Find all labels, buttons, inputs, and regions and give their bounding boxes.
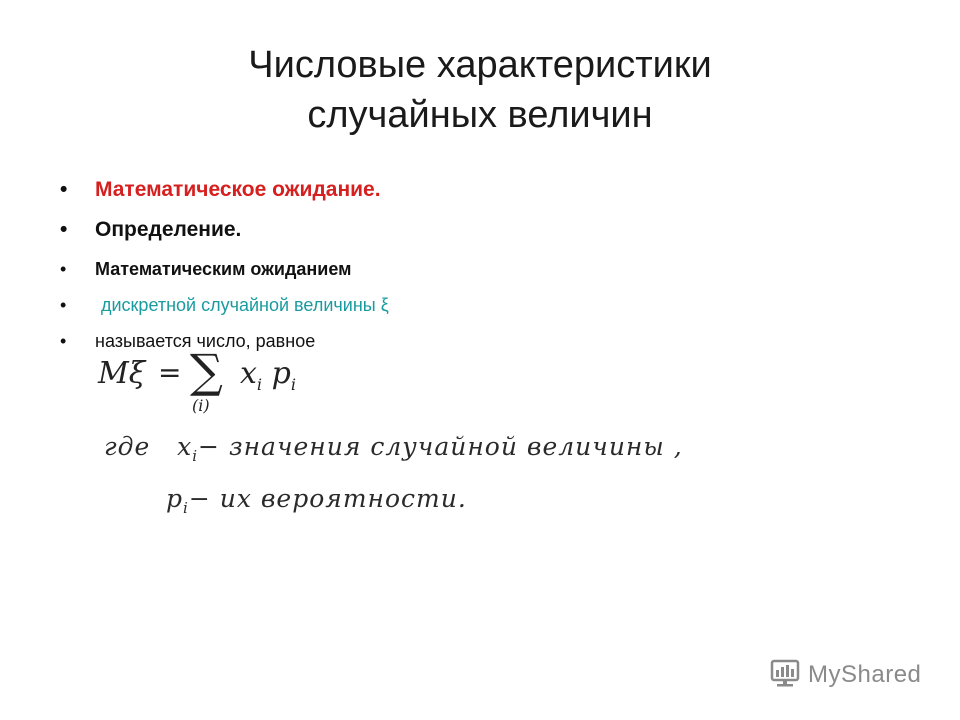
bullet-dot: •: [60, 178, 68, 201]
p-var: p: [271, 356, 291, 391]
title-line-1: Числовые характеристики: [248, 44, 712, 86]
note-text: − их вероятности.: [188, 484, 467, 513]
bullet-dot: •: [60, 218, 68, 241]
bullet-item: [60, 288, 880, 322]
bullet-item: [60, 172, 880, 208]
sum-symbol: ∑: [190, 344, 223, 398]
myshared-watermark: [768, 656, 928, 694]
note-var: x: [177, 432, 193, 461]
expectation-formula: [98, 344, 318, 422]
bullet-list: [60, 172, 880, 358]
formula-term: [240, 356, 296, 394]
bullet-item: [60, 212, 880, 248]
x-var: x: [240, 356, 257, 391]
note-sub: i: [183, 499, 189, 517]
slide-title: [0, 40, 960, 140]
bullet-dot: •: [60, 331, 67, 351]
brand-name: MyShared: [808, 661, 922, 688]
bullet-dot: •: [60, 295, 67, 315]
bullet-dot: •: [60, 259, 67, 279]
sum-index: (i): [192, 396, 210, 415]
formula-equals: =: [158, 356, 182, 389]
bullet-text: Математическим ожиданием: [95, 259, 352, 279]
formula-lhs: Mξ: [98, 356, 146, 391]
note-text: − значения случайной величины ,: [198, 432, 683, 461]
title-line-2: случайных величин: [307, 94, 653, 136]
note-prefix: где: [104, 432, 151, 461]
formula-note-values: [104, 432, 683, 465]
formula-note-probabilities: [166, 484, 467, 517]
note-sub: i: [192, 447, 199, 465]
x-subscript: i: [256, 375, 263, 394]
bullet-text: дискретной случайной величины ξ: [101, 295, 389, 315]
presentation-screen-icon: [768, 656, 802, 695]
bullet-text: Определение.: [95, 218, 242, 241]
bullet-item: [60, 252, 880, 286]
note-var: p: [166, 484, 184, 513]
p-subscript: i: [290, 375, 296, 394]
bullet-text: Математическое ожидание.: [95, 178, 381, 201]
bullet-text: называется число, равное: [95, 331, 316, 351]
